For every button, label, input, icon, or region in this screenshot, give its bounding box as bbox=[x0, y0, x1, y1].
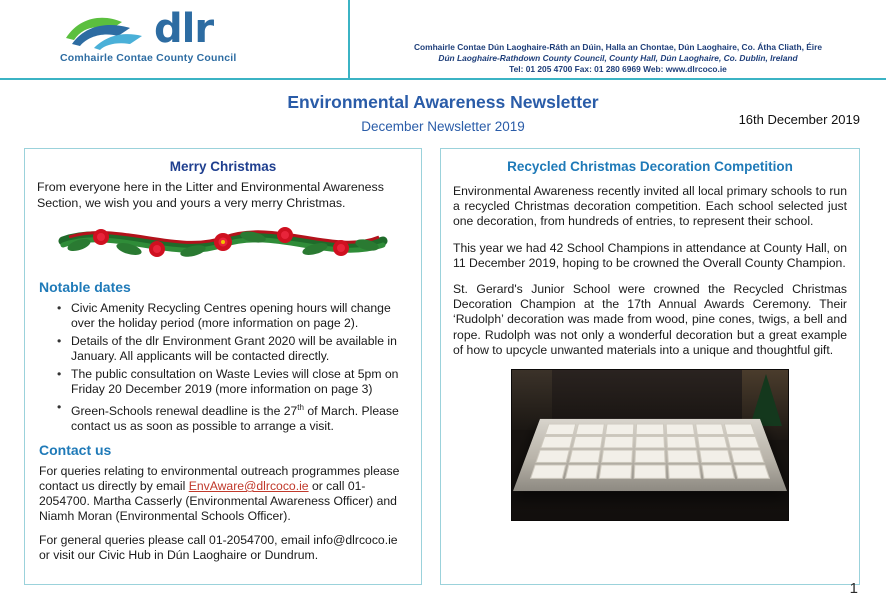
address-line-contact: Tel: 01 205 4700 Fax: 01 280 6969 Web: www.dlrcoco.ie bbox=[509, 64, 727, 74]
contact-paragraph-2: For general queries please call 01-2054700, email info@dlrcoco.ie or visit our Civic Hub in Dún Laoghaire or Dundrum. bbox=[39, 533, 398, 563]
contact-text-before: For queries relating to environmental outreach programmes please contact us directly by email bbox=[39, 464, 400, 494]
competition-paragraph-1: Environmental Awareness recently invited all local primary schools to run a recycled Christmas decoration competition. Each school selected just one decoration, from hundreds of entries, to represent their school. bbox=[453, 184, 847, 229]
merry-christmas-text: From everyone here in the Litter and Environmental Awareness Section, we wish you and yours a very merry Christmas. bbox=[37, 180, 384, 210]
contact-text-after: or call 01-2054700. Martha Casserly (Environmental Awareness Officer) and Niamh Moran (Environmental Schools Officer). bbox=[39, 479, 397, 524]
right-column bbox=[440, 148, 860, 585]
list-item: • The public consultation on Waste Levies will close at 5pm on Friday 20 December 2019 (more information on page 3) bbox=[57, 367, 409, 397]
notable-dates-heading: Notable dates bbox=[39, 279, 131, 295]
council-address bbox=[350, 0, 886, 75]
list-item: • Details of the dlr Environment Grant 2020 will be available in January. All applicants will be contacted directly. bbox=[57, 334, 409, 364]
logo-wordmark: dlr bbox=[154, 6, 214, 52]
merry-christmas-heading: Merry Christmas bbox=[169, 159, 277, 174]
logo-subtitle: Comhairle Contae County Council bbox=[60, 52, 237, 64]
issue-date: 16th December 2019 bbox=[738, 112, 860, 127]
page-header bbox=[0, 0, 886, 80]
christmas-garland-icon bbox=[37, 215, 409, 271]
logo-area bbox=[0, 0, 350, 78]
left-column bbox=[24, 148, 422, 585]
page-subtitle: December Newsletter 2019 bbox=[361, 119, 525, 134]
competition-paragraph-2: This year we had 42 School Champions in attendance at County Hall, on 11 December 2019, hoping to be crowned the Overall County Champion. bbox=[453, 240, 847, 270]
list-item: • Green-Schools renewal deadline is the 27th of March. Please contact us as soon as possible to arrange a visit. bbox=[57, 400, 409, 434]
page-number: 1 bbox=[849, 580, 858, 597]
address-line-irish: Comhairle Contae Dún Laoghaire-Ráth an Dúin, Halla an Chontae, Dún Laoghaire, Co. Átha Cliath, Éire bbox=[413, 42, 823, 52]
dlr-wave-icon bbox=[60, 8, 148, 50]
contact-us-heading: Contact us bbox=[39, 442, 112, 459]
contact-paragraph-1 bbox=[39, 464, 409, 524]
dlr-logo bbox=[0, 0, 348, 50]
envaware-email-link[interactable]: EnvAware@dlrcoco.ie bbox=[188, 479, 309, 494]
competition-heading: Recycled Christmas Decoration Competition bbox=[507, 159, 793, 174]
address-line-english: Dún Laoghaire-Rathdown County Council, County Hall, Dún Laoghaire, Co. Dublin, Ireland bbox=[438, 53, 798, 63]
notable-dates-list bbox=[37, 301, 409, 434]
school-decorations-photo bbox=[511, 369, 789, 521]
content-columns bbox=[0, 134, 886, 585]
competition-paragraph-3: St. Gerard's Junior School were crowned the Recycled Christmas Decoration Champion at the 17th Annual Awards Ceremony. Their ‘Rudolph’ decoration was made from wood, pine cones, twigs, a bell and rope. Rudolph was not only a wonderful decoration but a great example of how to upcycle unwanted materials into a unique and thoughtful gift. bbox=[453, 282, 847, 357]
page-title: Environmental Awareness Newsletter bbox=[287, 92, 599, 112]
list-item: • Civic Amenity Recycling Centres opening hours will change over the holiday period (more information on page 2). bbox=[57, 301, 409, 331]
